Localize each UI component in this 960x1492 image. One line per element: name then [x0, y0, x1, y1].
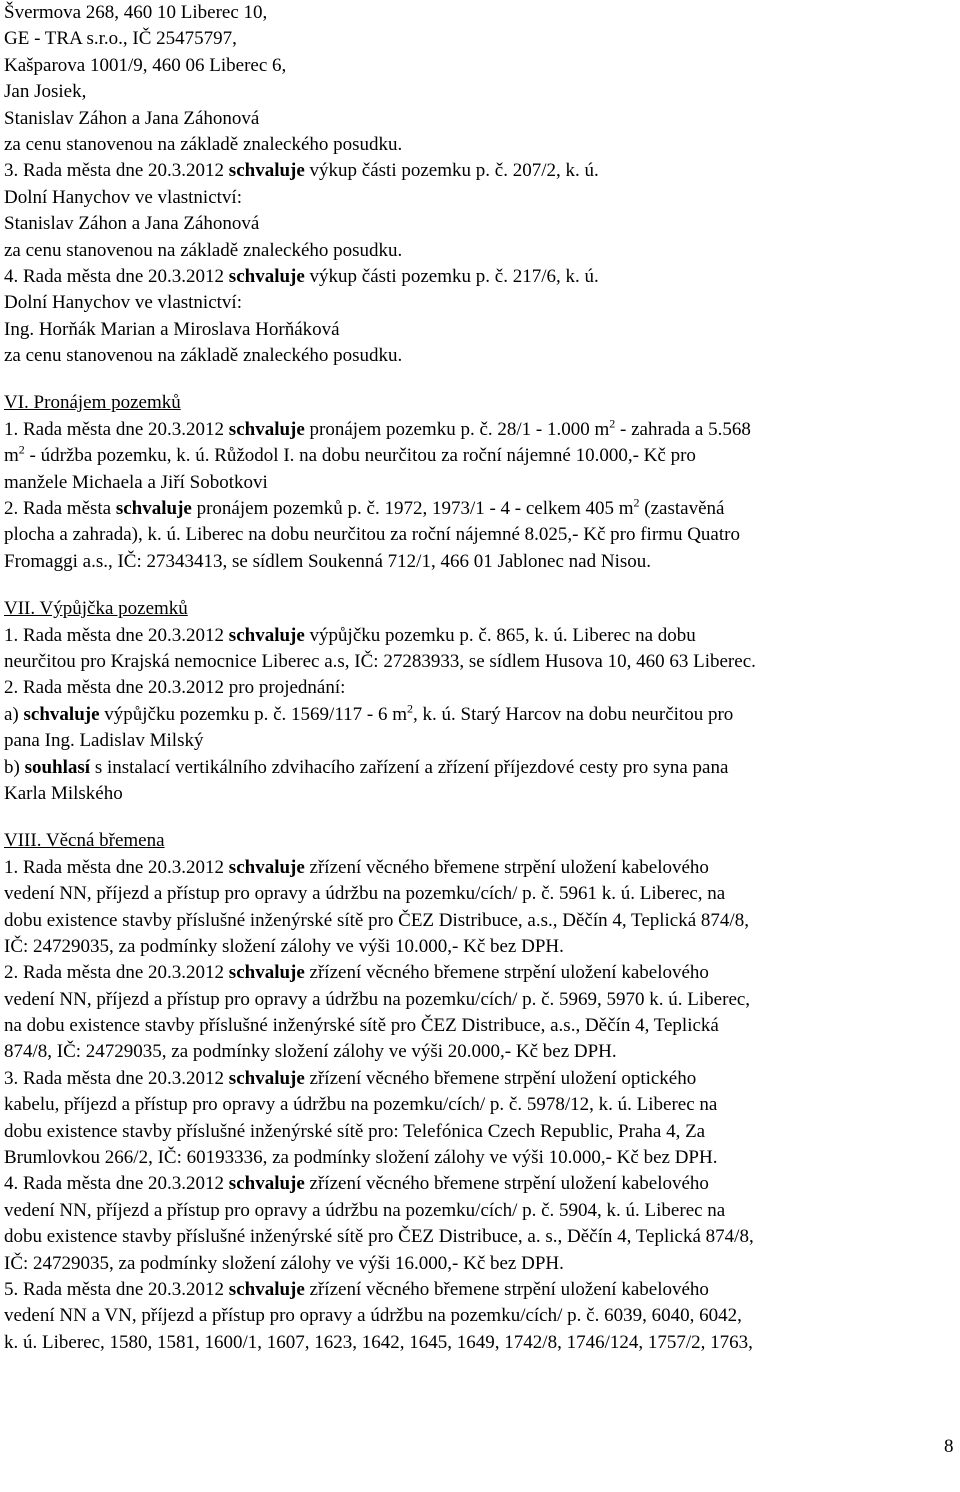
text-line: Kašparova 1001/9, 460 06 Liberec 6,: [4, 54, 287, 76]
text-line: dobu existence stavby příslušné inženýrské sítě pro ČEZ Distribuce, a.s., Děčín 4, Teplická 874/8,: [4, 909, 749, 931]
section-heading-vii: VII. Výpůjčka pozemků: [4, 598, 188, 620]
section-heading-vi: VI. Pronájem pozemků: [4, 392, 181, 414]
viii-item-5-line-1: 5. Rada města dne 20.3.2012 schvaluje zřízení věcného břemene strpění uložení kabelového: [4, 1278, 709, 1300]
text-line: Brumlovkou 266/2, IČ: 60193336, za podmínky složení zálohy ve výši 10.000,- Kč bez DPH.: [4, 1147, 718, 1169]
viii-item-3-line-1: 3. Rada města dne 20.3.2012 schvaluje zřízení věcného břemene strpění uložení optického: [4, 1067, 697, 1089]
text-line: pana Ing. Ladislav Milský: [4, 730, 204, 752]
text-line: Stanislav Záhon a Jana Záhonová: [4, 107, 260, 129]
text-line: IČ: 24729035, za podmínky složení zálohy ve výši 16.000,- Kč bez DPH.: [4, 1252, 564, 1274]
viii-item-1-line-1: 1. Rada města dne 20.3.2012 schvaluje zřízení věcného břemene strpění uložení kabelového: [4, 856, 709, 878]
paragraph-gap: [4, 575, 956, 596]
text-line: Jan Josiek,: [4, 81, 87, 103]
vii-item-2a-line-1: a) schvaluje výpůjčku pozemku p. č. 1569/117 - 6 $m^2$, k. ú. Starý Harcov na dobu neurčitou pro: [4, 701, 734, 725]
page-number: 8: [944, 1436, 954, 1457]
text-line: Fromaggi a.s., IČ: 27343413, se sídlem Soukenná 712/1, 466 01 Jablonec nad Nisou.: [4, 550, 651, 572]
text-line: 2. Rada města dne 20.3.2012 pro projednání:: [4, 677, 346, 699]
text-line: manžele Michaela a Jiří Sobotkovi: [4, 471, 268, 493]
text-line: Švermova 268, 460 10 Liberec 10,: [4, 2, 268, 23]
paragraph-gap: [4, 369, 956, 390]
text-line: za cenu stanovenou na základě znaleckého posudku.: [4, 239, 403, 261]
text-line: na dobu existence stavby příslušné inženýrské sítě pro ČEZ Distribuce, a.s., Děčín 4, Teplická: [4, 1015, 719, 1037]
text-line: vedení NN, příjezd a přístup pro opravy a údržbu na pozemku/cích/ p. č. 5904, k. ú. Liberec na: [4, 1199, 726, 1221]
text-line: dobu existence stavby příslušné inženýrské sítě pro: Telefónica Czech Republic, Praha 4, Za: [4, 1120, 706, 1142]
vi-item-1-line-2: $m^2$ - údržba pozemku, k. ú. Růžodol I. na dobu neurčitou za roční nájemné 10.000,- Kč pro: [4, 442, 696, 467]
viii-item-4-line-1: 4. Rada města dne 20.3.2012 schvaluje zřízení věcného břemene strpění uložení kabelového: [4, 1173, 709, 1195]
vi-item-2-line-1: 2. Rada města schvaluje pronájem pozemků p. č. 1972, 1973/1 - 4 - celkem 405 $m^2$ (zastavěná: [4, 495, 725, 520]
text-line: IČ: 24729035, za podmínky složení zálohy ve výši 10.000,- Kč bez DPH.: [4, 935, 564, 957]
text-line: kabelu, příjezd a přístup pro opravy a údržbu na pozemku/cích/ p. č. 5978/12, k. ú. Liberec na: [4, 1094, 718, 1116]
section-heading-viii: VIII. Věcná břemena: [4, 830, 165, 852]
text-line: Ing. Horňák Marian a Miroslava Horňáková: [4, 318, 340, 340]
vii-item-1-line-1: 1. Rada města dne 20.3.2012 schvaluje výpůjčku pozemku p. č. 865, k. ú. Liberec na dobu: [4, 624, 696, 646]
text-line: vedení NN, příjezd a přístup pro opravy a údržbu na pozemku/cích/ p. č. 5969, 5970 k. ú. Liberec,: [4, 988, 751, 1010]
text-line: k. ú. Liberec, 1580, 1581, 1600/1, 1607, 1623, 1642, 1645, 1649, 1742/8, 1746/124, 1757/2, 1763,: [4, 1331, 753, 1353]
vii-item-2b-line-1: b) souhlasí s instalací vertikálního zdvihacího zařízení a zřízení příjezdové cesty pro syna pana: [4, 756, 729, 778]
paragraph-gap: [4, 807, 956, 828]
text-line: vedení NN, příjezd a přístup pro opravy a údržbu na pozemku/cích/ p. č. 5961 k. ú. Liberec, na: [4, 883, 726, 905]
item-3-line-1: 3. Rada města dne 20.3.2012 schvaluje výkup části pozemku p. č. 207/2, k. ú.: [4, 160, 599, 182]
text-line: vedení NN a VN, příjezd a přístup pro opravy a údržbu na pozemku/cích/ p. č. 6039, 6040, 6042,: [4, 1305, 742, 1327]
text-line: GE - TRA s.r.o., IČ 25475797,: [4, 28, 237, 50]
text-line: neurčitou pro Krajská nemocnice Liberec a.s, IČ: 27283933, se sídlem Husova 10, 460 63 Liberec.: [4, 650, 756, 672]
text-line: dobu existence stavby příslušné inženýrské sítě pro ČEZ Distribuce, a. s., Děčín 4, Teplická 874/8,: [4, 1226, 754, 1248]
text-line: Stanislav Záhon a Jana Záhonová: [4, 213, 260, 235]
viii-item-2-line-1: 2. Rada města dne 20.3.2012 schvaluje zřízení věcného břemene strpění uložení kabelového: [4, 962, 709, 984]
text-line: plocha a zahrada), k. ú. Liberec na dobu neurčitou za roční nájemné 8.025,- Kč pro firmu Quatro: [4, 524, 740, 546]
item-4-line-1: 4. Rada města dne 20.3.2012 schvaluje výkup části pozemku p. č. 217/6, k. ú.: [4, 265, 599, 287]
text-line: za cenu stanovenou na základě znaleckého posudku.: [4, 345, 403, 367]
vi-item-1-line-1: 1. Rada města dne 20.3.2012 schvaluje pronájem pozemku p. č. 28/1 - 1.000 $m^2$ - zahrada a 5.568: [4, 416, 751, 440]
text-line: za cenu stanovenou na základě znaleckého posudku.: [4, 133, 403, 155]
text-line: Karla Milského: [4, 782, 123, 804]
document-page: [4, 0, 956, 1356]
text-line: 874/8, IČ: 24729035, za podmínky složení zálohy ve výši 20.000,- Kč bez DPH.: [4, 1041, 617, 1063]
text-line: Dolní Hanychov ve vlastnictví:: [4, 186, 242, 208]
text-line: Dolní Hanychov ve vlastnictví:: [4, 292, 242, 314]
